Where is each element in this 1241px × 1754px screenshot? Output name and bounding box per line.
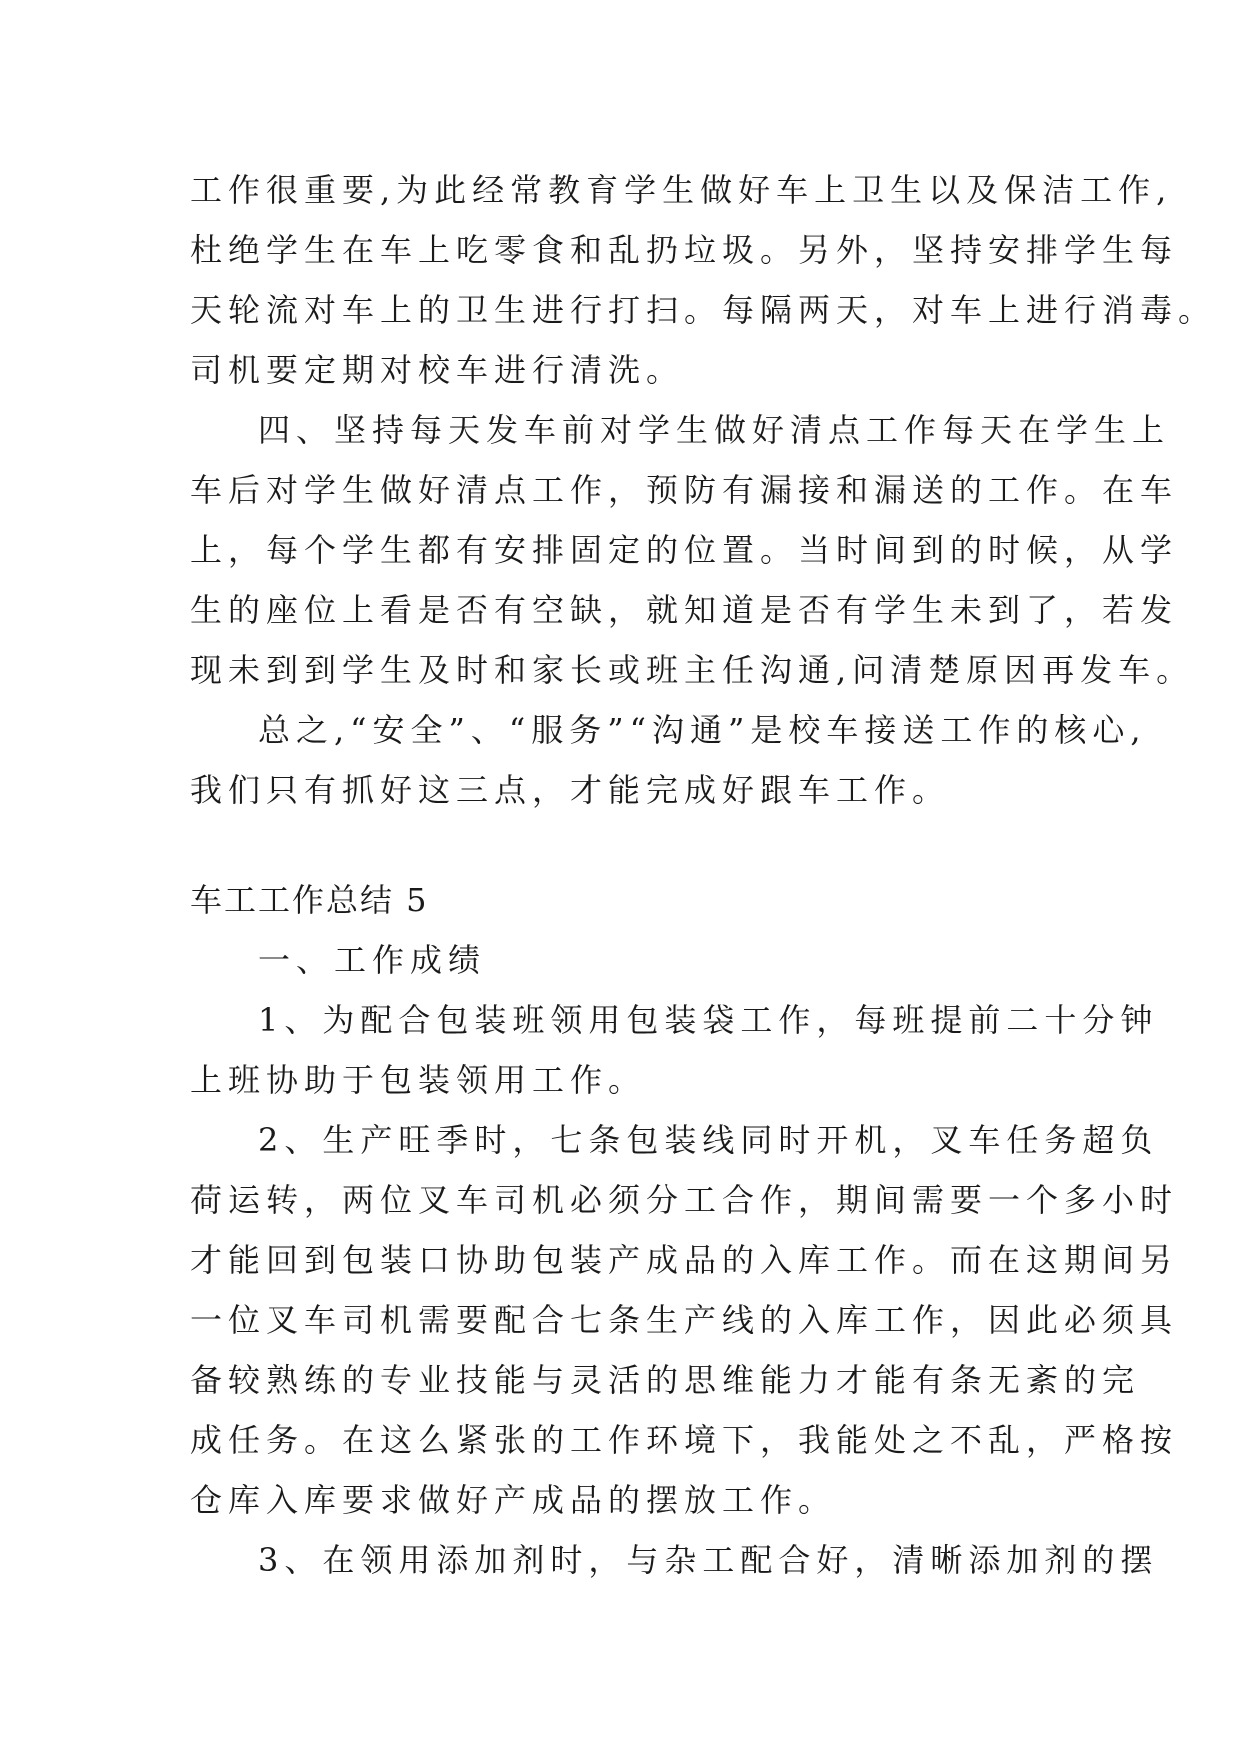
subsection-heading: 一、工作成绩 [258,941,487,979]
text-line: 1、为配合包装班领用包装袋工作，每班提前二十分钟 [258,1001,1159,1039]
text-line: 成任务。在这么紧张的工作环境下，我能处之不乱，严格按 [190,1421,1179,1459]
text-line: 仓库入库要求做好产成品的摆放工作。 [190,1481,837,1519]
text-line: 才能回到包装口协助包装产成品的入库工作。而在这期间另 [190,1241,1179,1279]
text-line: 2、生产旺季时，七条包装线同时开机，叉车任务超负 [258,1121,1159,1159]
text-line: 荷运转，两位叉车司机必须分工合作，期间需要一个多小时 [190,1181,1179,1219]
text-line: 现未到到学生及时和家长或班主任沟通,问清楚原因再发车。 [190,651,1195,689]
text-line: 工作很重要,为此经常教育学生做好车上卫生以及保洁工作, [190,171,1173,209]
text-line: 天轮流对车上的卫生进行打扫。每隔两天，对车上进行消毒。 [190,291,1217,329]
section-heading: 车工工作总结 5 [190,881,429,919]
text-line: 我们只有抓好这三点，才能完成好跟车工作。 [190,771,951,809]
text-line: 3、在领用添加剂时，与杂工配合好，清晰添加剂的摆 [258,1541,1159,1579]
text-line: 生的座位上看是否有空缺，就知道是否有学生未到了，若发 [190,591,1179,629]
text-line: 备较熟练的专业技能与灵活的思维能力才能有条无紊的完 [190,1361,1141,1399]
text-line: 司机要定期对校车进行清洗。 [190,351,685,389]
text-line: 四、坚持每天发车前对学生做好清点工作每天在学生上 [258,411,1171,449]
text-line: 一位叉车司机需要配合七条生产线的入库工作，因此必须具 [190,1301,1179,1339]
text-line: 总之,“安全”、“服务”“沟通”是校车接送工作的核心, [258,711,1147,749]
text-line: 车后对学生做好清点工作，预防有漏接和漏送的工作。在车 [190,471,1179,509]
text-line: 杜绝学生在车上吃零食和乱扔垃圾。另外，坚持安排学生每 [190,231,1179,269]
text-line: 上班协助于包装领用工作。 [190,1061,647,1099]
text-line: 上，每个学生都有安排固定的位置。当时间到的时候，从学 [190,531,1179,569]
